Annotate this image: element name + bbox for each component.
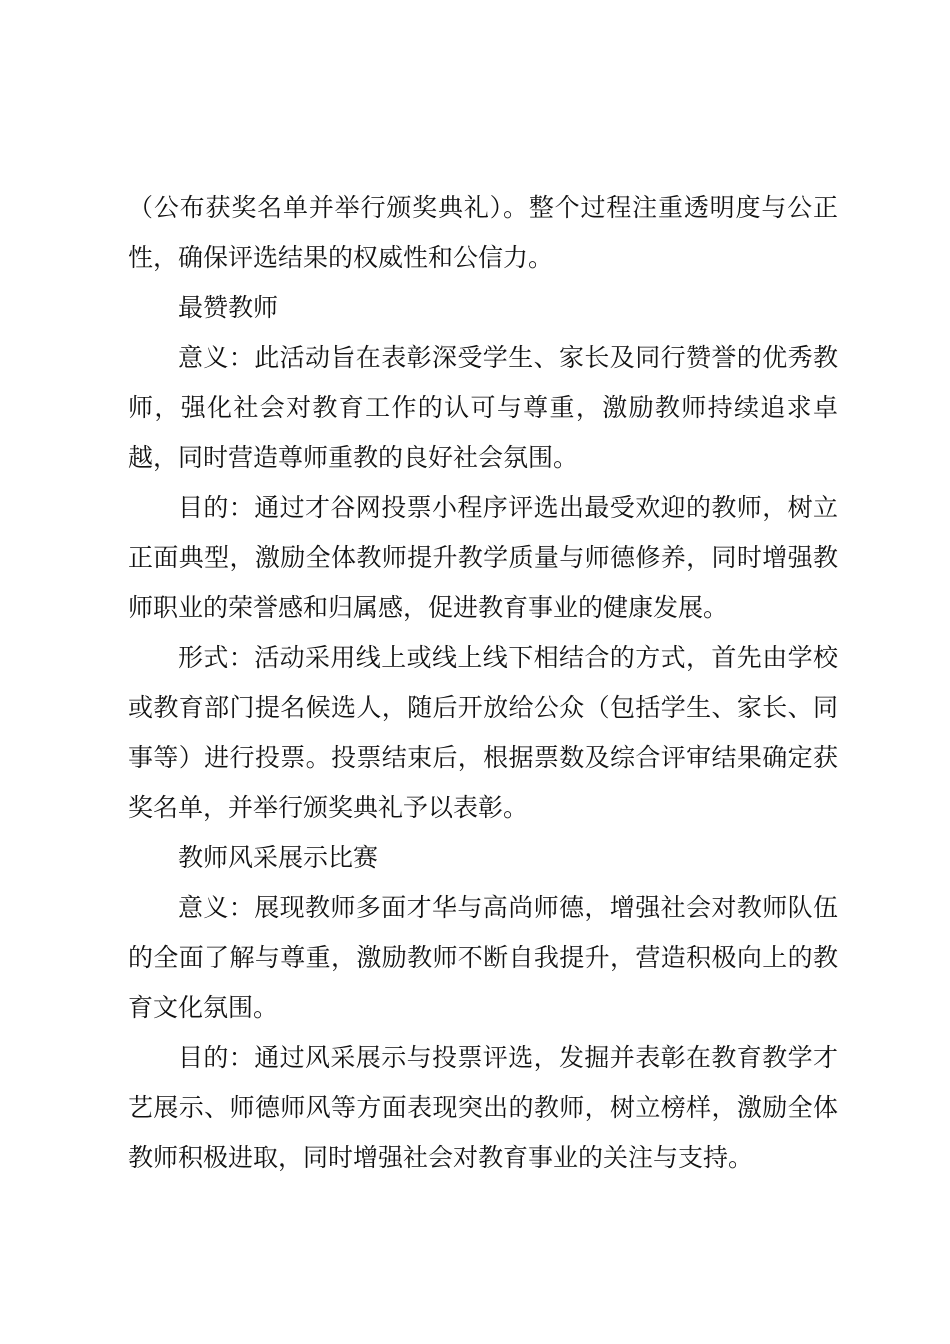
showcase-purpose: 目的：通过风采展示与投票评选，发掘并表彰在教育教学才艺展示、师德师风等方面表现突出的教师，树立榜样，激励全体教师积极进取，同时增强社会对教育事业的关注与支持。	[128, 1043, 838, 1172]
section-heading-best-teacher: 最赞教师	[178, 293, 279, 322]
document-page	[128, 183, 838, 1183]
showcase-significance: 意义：展现教师多面才华与高尚师德，增强社会对教师队伍的全面了解与尊重，激励教师不断自我提升，营造积极向上的教育文化氛围。	[128, 893, 838, 1022]
best-teacher-purpose: 目的：通过才谷网投票小程序评选出最受欢迎的教师，树立正面典型，激励全体教师提升教学质量与师德修养，同时增强教师职业的荣誉感和归属感，促进教育事业的健康发展。	[128, 493, 838, 622]
best-teacher-format: 形式：活动采用线上或线上线下相结合的方式，首先由学校或教育部门提名候选人，随后开放给公众（包括学生、家长、同事等）进行投票。投票结束后，根据票数及综合评审结果确定获奖名单，并举行颁奖典礼予以表彰。	[128, 643, 838, 822]
best-teacher-significance: 意义：此活动旨在表彰深受学生、家长及同行赞誉的优秀教师，强化社会对教育工作的认可与尊重，激励教师持续追求卓越，同时营造尊师重教的良好社会氛围。	[128, 343, 838, 472]
section-heading-teacher-showcase: 教师风采展示比赛	[178, 843, 379, 872]
intro-continued-paragraph: （公布获奖名单并举行颁奖典礼）。整个过程注重透明度与公正性，确保评选结果的权威性和公信力。	[128, 193, 838, 272]
